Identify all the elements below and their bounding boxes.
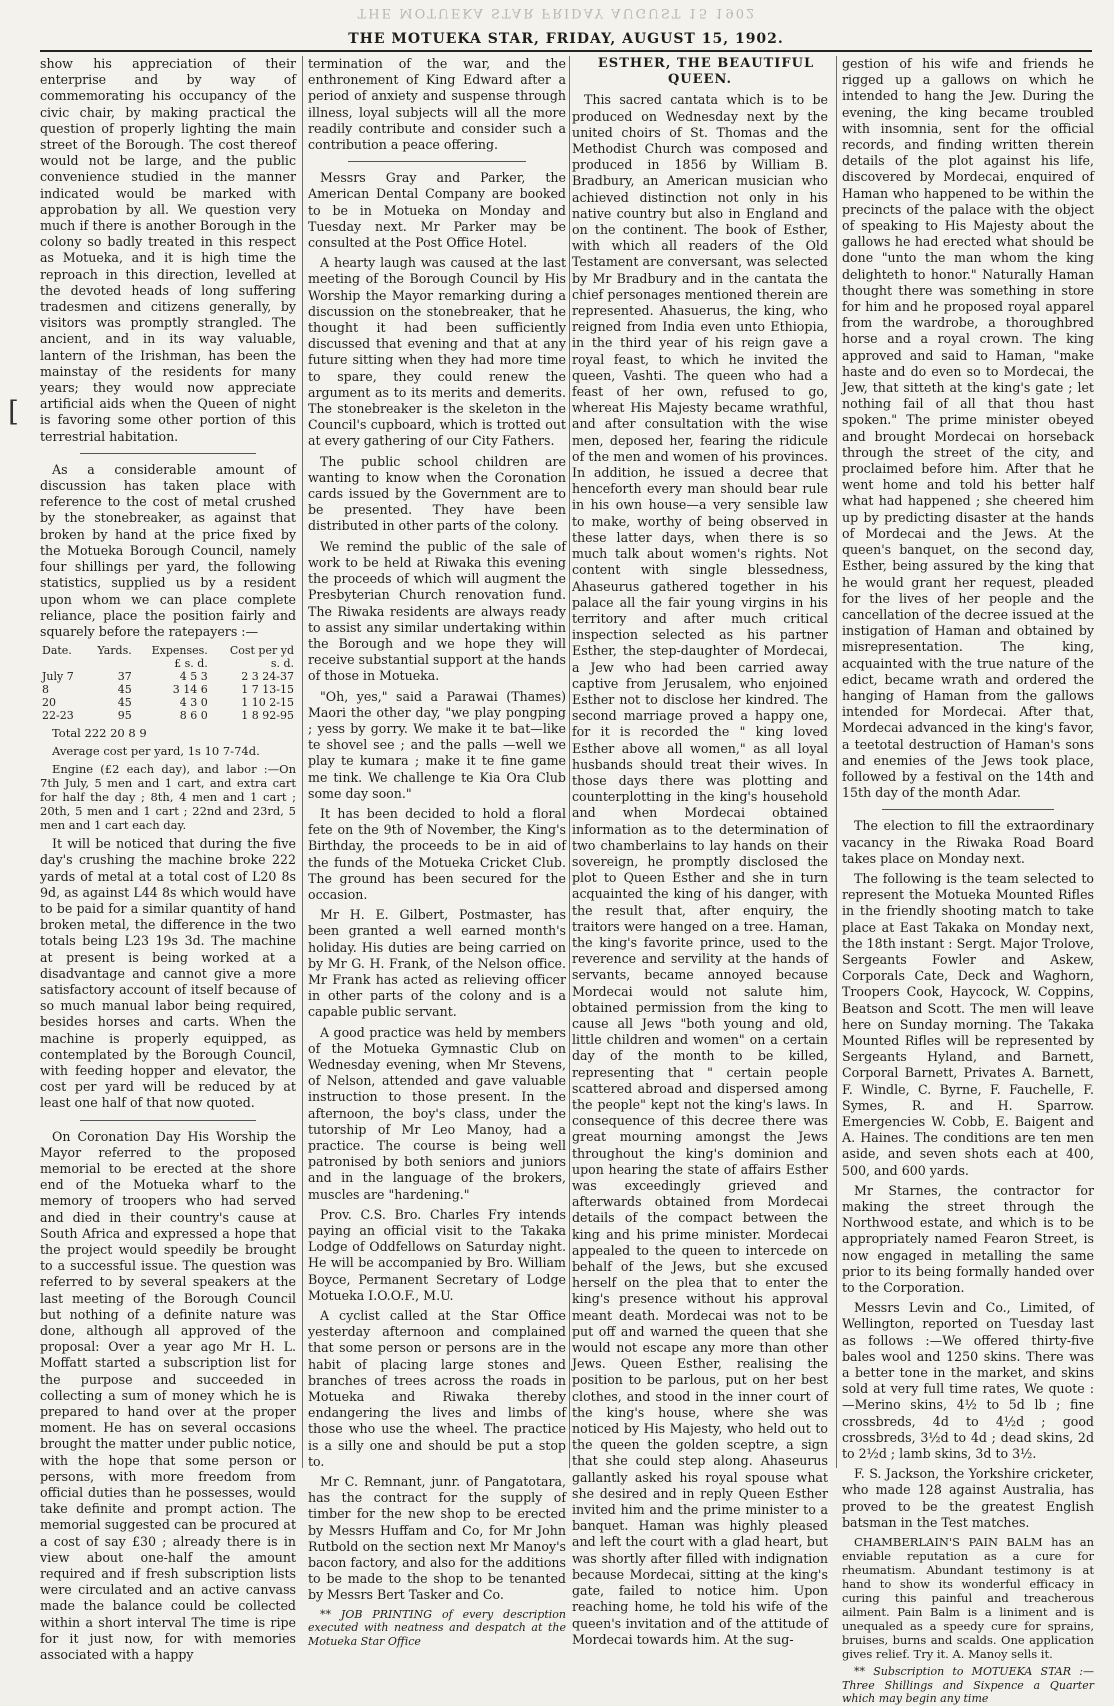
table-cell: July 7 — [42, 670, 74, 684]
table-average: Average cost per yard, 1s 10 7-74d. — [52, 744, 260, 759]
column-rule — [836, 56, 837, 1468]
paragraph-ping-pong: "Oh, yes," said a Parawai (Thames) Maori the other day, "we play pongping ; yess by gorry. We make it te bat—like te shovel see ; and the palls —well we play te kumara ; make it te fine game me tink. We challenge te Kia Ora Club some day soon." — [308, 688, 566, 801]
article-separator — [80, 1120, 256, 1121]
table-cell: 1 7 13-15 — [241, 683, 294, 697]
paragraph-stonebreaker: As a considerable amount of discussion has taken place with reference to the cost of metal crushed by the stonebreaker, as against that broken by hand at the price fixed by the Motueka Borough Council, namely four shillings per yard, the following statistics, supplied us by a resident upon whom we can place complete reliance, place the position fairly and squarely before the ratepayers :— — [40, 461, 296, 639]
column-4 — [842, 56, 1094, 1706]
masthead: THE MOTUEKA STAR, FRIDAY, AUGUST 15, 1902. — [40, 28, 1092, 52]
paragraph-timber-contract: Mr C. Remnant, junr. of Pangatotara, has the contract for the supply of timber for the new shop to be erected by Messrs Huffam and Co, for Mr John Rutbold on the section next Mr Manoy's bacon factory, and also for the additions to be made to the shop to be tenanted by Messrs Bert Tasker and Co. — [308, 1474, 566, 1603]
table-header: Expenses. — [151, 644, 208, 658]
paragraph-riwaka-sale: We remind the public of the sale of work to be held at Riwaka this evening the proceeds of which will augment the Presbyterian Church renovation fund. The Riwaka residents are always ready to assist any similar undertaking within the Borough and we hope they will receive substantial support at the hands of those in Motueka. — [308, 538, 566, 684]
table-cell: 45 — [117, 696, 132, 710]
column-rule — [302, 56, 303, 1468]
table-cell: 3 14 6 — [172, 683, 208, 697]
column-2 — [308, 56, 566, 1648]
paragraph-machine-cost: It will be noticed that during the five day's crushing the machine broke 222 yards of metal at a total cost of L20 8s 9d, as against L44 8s which would have to be paid for a similar quantity of hand broken metal, the difference in the two totals being L23 19s 3d. The machine at present is being worked at a disadvantage and cannot give a more satisfactory account of itself because of so much manual labor being required, besides horses and carts. When the machine is properly equipped, as contemplated by the Borough Council, with feeding hopper and elevator, the cost per yard will be reduced by at least one half of that now quoted. — [40, 836, 296, 1111]
table-cell: 1 8 92-95 — [241, 709, 294, 723]
table-cell: s. d. — [270, 657, 294, 671]
table-cell: 20 — [42, 696, 56, 710]
table-cell: 8 6 0 — [179, 709, 208, 723]
table-cell: 95 — [117, 709, 132, 723]
table-cell: 4 3 0 — [179, 696, 208, 710]
margin-bracket-mark: [ — [8, 395, 19, 428]
paragraph-fearon-street: Mr Starnes, the contractor for making the street through the Northwood estate, and which is to be appropriately named Fearon Street, is now engaged in metalling the same prior to its being formally handed over to the Corporation. — [842, 1182, 1094, 1296]
table-cell — [40, 657, 85, 670]
table-cell: 8 — [42, 683, 49, 697]
paragraph-cyclist: A cyclist called at the Star Office yesterday afternoon and complained that some person or persons are in the habit of placing large stones and branches of trees across the roads in Motueka and Riwaka thereby endangering the lives and limbs of those who use the wheel. The practice is a silly one and should be put a stop to. — [308, 1308, 566, 1469]
table-row — [40, 670, 296, 683]
table-header-row — [40, 644, 296, 657]
paragraph-memorial: On Coronation Day His Worship the Mayor referred to the proposed memorial to be erected at the shore end of the Motueka wharf to the memory of troopers who had served and died in their country's cause at South Africa and expressed a hope that the project would speedily be brought to a successful issue. The question was referred to by several speakers at the last meeting of the Borough Council but nothing of a definite nature was done, although all approved of the proposal: Over a year ago Mr H. L. Moffatt started a subscription list for the purpose and succeeded in collecting a sum of money which he is prepared to hand over at the proper moment. He has on several occasions brought the matter under public notice, with the hope that some person or persons, with more freedom from official duties than he possesses, would take definite and prompt action. The memorial suggested can be procured at a cost of say £30 ; already there is in view about one-half the amount required and if fresh subscription lists were circulated and an active canvass made the balance could be collected within a short interval The time is ripe for it just now, for with memories associated with a happy — [40, 1128, 296, 1663]
paragraph-oddfellows: Prov. C.S. Bro. Charles Fry intends paying an official visit to the Takaka Lodge of Oddfellows on Saturday night. He will be accompanied by Bro. William Boyce, Permanent Secretary of Lodge Motueka I.O.O.F., M.U. — [308, 1206, 566, 1303]
paragraph-road-board-election: The election to fill the extraordinary vacancy in the Riwaka Road Board takes place on Monday next. — [842, 818, 1094, 866]
paragraph-coronation-cards: The public school children are wanting to know when the Coronation cards issued by the Government are to be presented. They have been distributed in other parts of the colony. — [308, 453, 566, 534]
paragraph-floral-fete: It has been decided to hold a floral fete on the 9th of November, the King's Birthday, the proceeds to be in aid of the funds of the Motueka Cricket Club. The ground has been secured for the occasion. — [308, 805, 566, 902]
paragraph-shooting-team: The following is the team selected to represent the Motueka Mounted Rifles in the friendly shooting match to take place at East Takaka on Monday next, the 18th instant : Sergt. Major Trolove, Sergeants Fowler and Askew, Corporals Cate, Deck and Waghorn, Troopers Cook, Haycock, W. Coppins, Beatson and Scott. The men will leave here on Sunday morning. The Takaka Mounted Rifles will be represented by Sergeants Hyland, and Barnett, Corporal Barnett, Privates A. Barnett, F. Windle, C. Byrne, F. Fauchelle, F. Symes, R. and H. Sparrow. Emergencies W. Cobb, E. Baigent and A. Haines. The conditions are ten men aside, and seven shots each at 400, 500, and 600 yards. — [842, 870, 1094, 1178]
paragraph-wool-report: Messrs Levin and Co., Limited, of Wellington, reported on Tuesday last as follows :—We offered thirty-five bales wool and 1250 skins. There was a better tone in the market, and skins sold at very full time rates, We quote :—Merino skins, 4½ to 5d lb ; fine crossbreds, 4d to 4½d ; good crossbreds, 3½d to 4d ; dead skins, 2d to 2½d ; lamb skins, 3d to 3½. — [842, 1300, 1094, 1462]
article-separator — [882, 809, 1054, 810]
bleed-through-text: THE MOTUEKA STAR FRIDAY AUGUST 15 1902 — [357, 5, 757, 20]
column-3 — [572, 56, 828, 1647]
paragraph-dental-company: Messrs Gray and Parker, the American Dental Company are booked to be in Motueka on Monday and Tuesday next. Mr Parker may be consulted at the Post Office Hotel. — [308, 170, 566, 251]
paragraph-peace-offering: termination of the war, and the enthronement of King Edward after a period of anxiety and suspense through illness, loyal subjects will all the more readily contribute and consider such a contribution a peace offering. — [308, 56, 566, 153]
table-row — [40, 683, 296, 696]
table-total: Total 222 20 8 9 — [52, 726, 147, 741]
article-separator — [348, 161, 526, 162]
table-cell: 45 — [117, 683, 132, 697]
stonebreaker-cost-table — [40, 644, 296, 722]
table-cell: 22-23 — [42, 709, 74, 723]
table-subheader-row — [40, 657, 296, 670]
paragraph-gymnastic-club: A good practice was held by members of the Motueka Gymnastic Club on Wednesday evening, when Mr Stevens, of Nelson, attended and gave valuable instruction to those present. In the afternoon, the boy's class, under the tutorship of Mr Leo Manoy, had a practice. The course is being well patronised by both seniors and juniors and in the language of the brokers, muscles are "hardening." — [308, 1024, 566, 1202]
table-cell: 4 5 3 — [179, 670, 208, 684]
column-1 — [40, 56, 296, 1663]
paragraph-postmaster: Mr H. E. Gilbert, Postmaster, has been granted a well earned month's holiday. His duties are being carried on by Mr G. H. Frank, of the Nelson office. Mr Frank has acted as relieving officer in other parts of the colony and is a capable public servant. — [308, 907, 566, 1020]
article-separator — [80, 453, 256, 454]
job-printing-notice: ** JOB PRINTING of every description executed with neatness and despatch at the Motueka Star Office — [308, 1607, 566, 1648]
table-header: Yards. — [97, 644, 132, 658]
table-cell: 2 3 24-37 — [241, 670, 294, 684]
paragraph-council-laugh: A hearty laugh was caused at the last meeting of the Borough Council by His Worship the Mayor remarking during a discussion on the stonebreaker, that he thought it had been sufficiently discussed that evening and that at any future sitting when they had more time to spare, they could renew the argument as to its merits and demerits. The stonebreaker is the skeleton in the Council's cupboard, which is trotted out at every gathering of our City Fathers. — [308, 255, 566, 449]
paragraph-esther-continued: gestion of his wife and friends he rigged up a gallows on which he intended to hang the Jew. During the evening, the king became troubled with insomnia, sent for the official records, and finding written therein details of the plot against his life, discovered by Mordecai, enquired of Haman who happened to be within the precincts of the palace with the object of speaking to His Majesty about the gallows he had erected what should be done "unto the man whom the king delighteth to honor." Naturally Haman thought there was something in store for him and he proposed royal apparel from the wardrobe, a thoroughbred horse and a royal crown. The king approved and said to Haman, "make haste and do even so to Mordecai, the Jew, that sitteth at the king's gate ; let nothing fail of all that thou hast spoken." The prime minister obeyed and brought Mordecai on horseback through the street of the city, and proclaimed before him. After that he went home and told his better half what had happened ; she cheered him up by predicting disaster at the hands of Mordecai and the Jews. At the queen's banquet, on the second day, Esther, being assured by the king that he would grant her request, pleaded for the lives of her people and the cancellation of the decree issued at the instigation of Haman and obtained by misrepresentation. The king, acquainted with the true nature of the edict, became wrath and ordered the hanging of Haman from the gallows intended for Mordecai. After that, Mordecai advanced in the king's favor, a teetotal destruction of Haman's sons and enemies of the Jews took place, followed by a festival on the 14th and 15th day of the month Adar. — [842, 56, 1094, 801]
paragraph-engine-labor: Engine (£2 each day), and labor :—On 7th July, 5 men and 1 cart, and extra cart for half the day ; 8th, 4 men and 1 cart ; 20th, 5 men and 1 cart ; 22nd and 23rd, 5 men and 1 cart each day. — [40, 762, 296, 833]
table-cell: 1 10 2-15 — [241, 696, 294, 710]
subscription-notice: ** Subscription to MOTUEKA STAR :— Three Shillings and Sixpence a Quarter which may begin any time — [842, 1665, 1094, 1706]
paragraph-cricketer: F. S. Jackson, the Yorkshire cricketer, who made 128 against Australia, has proved to be the greatest English batsman in the Test matches. — [842, 1466, 1094, 1530]
paragraph-street-lighting: show his appreciation of their enterprise and by way of commemorating his occupancy of the civic chair, by making practical the question of properly lighting the main street of the Borough. The cost thereof would not be large, and the public convenience studied in the manner indicated would be marked with approbation by all. We question very much if there is another Borough in the colony so badly treated in this respect as Motueka, and it is high time the reproach in this direction, levelled at the devoted heads of long suffering tradesmen and citizens generally, by visitors was promptly strangled. The ancient, and in its way valuable, lantern of the Irishman, has been the mainstay of the residents for many years; they would now appreciate artificial aids when the Queen of night is favoring some other portion of this terrestrial habitation. — [40, 56, 296, 444]
article-title-esther: ESTHER, THE BEAUTIFUL QUEEN. — [597, 56, 815, 88]
table-header: Date. — [42, 644, 72, 658]
table-cell: 37 — [117, 670, 132, 684]
paragraph-esther-cantata: This sacred cantata which is to be produced on Wednesday next by the united choirs of St. Thomas and the Methodist Church was composed and produced in 1856 by William B. Bradbury, an American musician who achieved distinction not only in his native country but also in England and on the continent. The book of Esther, with which all readers of the Old Testament are conversant, was selected by Mr Bradbury and in the cantata the chief personages mentioned therein are represented. Ahasuerus, the king, who reigned from India even unto Ethiopia, in the third year of his reign gave a royal feast, to which he invited the queen, Vashti. The queen who had a feast of her own, refused to go, whereat His Majesty became wrathful, and after consultation with the wise men, deposed her, fearing the ridicule of the men and women of his provinces. In addition, he issued a decree that henceforth every man should bear rule in his own house—a very sensible law to make, worthy of being observed in these latter days, when there is so much talk about women's rights. Not content with single blessedness, Ahaseurus gathered together in his palace all the fair young virgins in his territory and after much critical inspection selected as his partner Esther, the step-daughter of Mordecai, a Jew who had been carried away captive from Jerusalem, who enjoined Esther not to disclose her kindred. The second marriage proved a happy one, for it is recorded the " king loved Esther above all women," as all loyal husbands should treat their wives. In those days there was plotting and counterplotting in the king's household and when Mordecai obtained information as to the determination of two chamberlains to lay hands on their sovereign, he promptly disclosed the plot to Queen Esther and she in turn acquainted the king of his danger, with the result that, after enquiry, the traitors were hanged on a tree. Haman, the king's favorite prince, used to the reverence and servility at the hands of servants, became annoyed because Mordecai would not salute him, obtained permission from the king to cause all Jews "both young and old, little children and women" on a certain day of the month to be killed, representing that " certain people scattered abroad and dispersed among the people" kept not the king's laws. In consequence of this decree there was great mourning amongst the Jews throughout the king's dominion and upon hearing the state of affairs Esther was exceedingly grieved and afterwards obtained from Mordecai details of the compact between the king and his prime minister. Mordecai appealed to the queen to intercede on behalf of the Jews, but she excused herself on the plea that to enter the king's presence without his approval meant death. Mordecai was not to be put off and warned the queen that she would not escape any more than other Jews. Queen Esther, realising the position to be parlous, put on her best clothes, and stood in the inner court of the king's house, where she was noticed by His Majesty, who held out to the queen the golden sceptre, a sign that she could step along. Ahaseurus gallantly asked his royal spouse what she desired and in reply Queen Esther invited him and the prime minister to a banquet. Haman was highly pleased and left the court with a glad heart, but was shortly after filled with indignation because Mordecai, sitting at the king's gate, failed to notice him. Upon reaching home, he told his wife of the queen's invitation and of the attitude of Mordecai towards him. At the sug- — [572, 92, 828, 1647]
advert-pain-balm: CHAMBERLAIN'S PAIN BALM has an enviable reputation as a cure for rheumatism. Abundant testimony is at hand to show its wonderful efficacy in curing this painful and treacherous ailment. Pain Balm is a liniment and is unequaled as a speedy cure for sprains, bruises, burns and scalds. One application gives relief. Try it. A. Manoy sells it. — [842, 1535, 1094, 1662]
table-cell — [85, 657, 134, 670]
column-rule — [569, 56, 570, 1468]
table-row — [40, 696, 296, 709]
table-header: Cost per yd — [229, 644, 294, 658]
table-row — [40, 709, 296, 722]
table-cell: £ s. d. — [174, 657, 208, 671]
